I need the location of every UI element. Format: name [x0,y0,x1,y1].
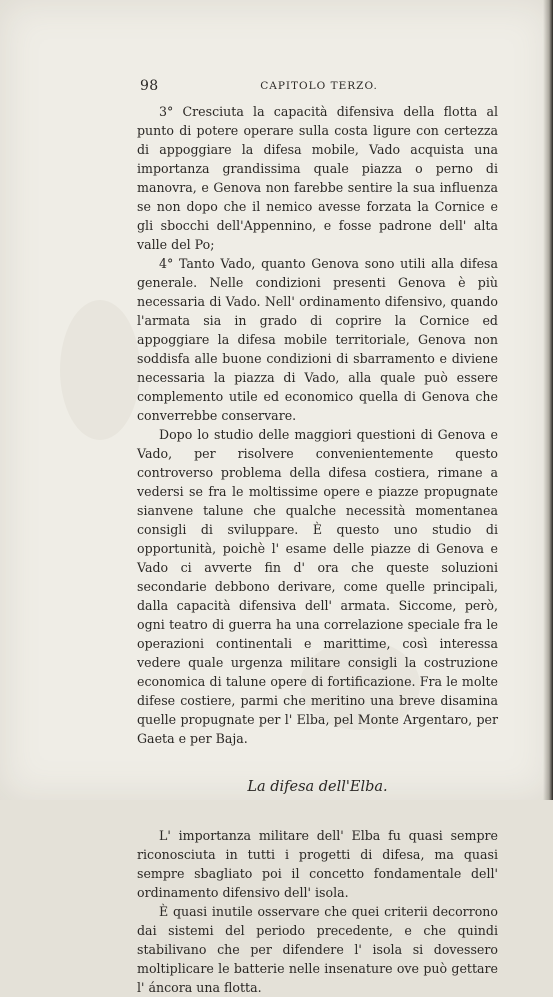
page-header [140,78,498,96]
paragraph-coastal-defense: Dopo lo studio delle maggiori questioni di Genova e Vado, per risolvere convenientemente questo controverso problema della difesa costiera, rimane a vedersi se fra le moltissime opere e piazze propugnate sianvene talune che qualche necessità momentanea consigli di sviluppare. È questo uno studio di opportunità, poichè l' esame delle piazze di Genova e Vado ci avverte fin d' ora che queste soluzioni secondarie debbono derivare, come quelle principali, dalla capacità difensiva dell' armata. Siccome, però, ogni teatro di guerra ha una correlazione speciale fra le operazioni continentali e marittime, così interessa vedere quale urgenza militare consigli la costruzione economica di talune opere di fortificazione. Fra le molte difese costiere, parmi che meritino una breve disamina quelle propugnate per l' Elba, pel Monte Argentaro, per Gaeta e per Baja. [137,427,498,746]
section-title: La difesa dell'Elba. [247,779,388,795]
paragraph-point-4: 4° Tanto Vado, quanto Genova sono utili alla difesa generale. Nelle condizioni presenti Genova è più necessaria di Vado. Nell' ordinamento difensivo, quando l'armata sia in grado di coprire la Cornice ed appoggiare la difesa mobile territoriale, Genova non soddisfa alle buone condizioni di sbarramento e diviene necessaria la piazza di Vado, alla quale può essere complemento utile ed economico quella di Genova che converrebbe conservare. [137,256,498,423]
running-head: CAPITOLO TERZO. [260,80,378,92]
page-number: 98 [140,78,159,94]
paragraph-point-3: 3° Cresciuta la capacità difensiva della flotta al punto di potere operare sulla costa ligure con certezza di appoggiare la difesa mobile, Vado acquista una importanza grandissima quale piazza o perno di manovra, e Genova non farebbe sentire la sua influenza se non dopo che il nemico avesse forzata la Cornice e gli sbocchi dell'Appennino, e fosse padrone dell' alta valle del Po; [137,104,498,252]
page-edge-shadow [543,0,553,800]
paragraph-elba-importance: L' importanza militare dell' Elba fu quasi sempre riconosciuta in tutti i progetti di difesa, ma quasi sempre sbagliato poi il concetto fondamentale dell' ordinamento difensivo dell' isola. [137,828,498,900]
body-text [137,102,498,997]
paragraph-elba-criteria: È quasi inutile osservare che quei criterii decorrono dai sistemi del periodo precedente, e che quindi stabilivano che per difendere l' isola si dovessero moltiplicare le batterie nelle insenature ove può gettare l' áncora una flotta. [137,904,498,995]
paper-stain [60,300,140,440]
